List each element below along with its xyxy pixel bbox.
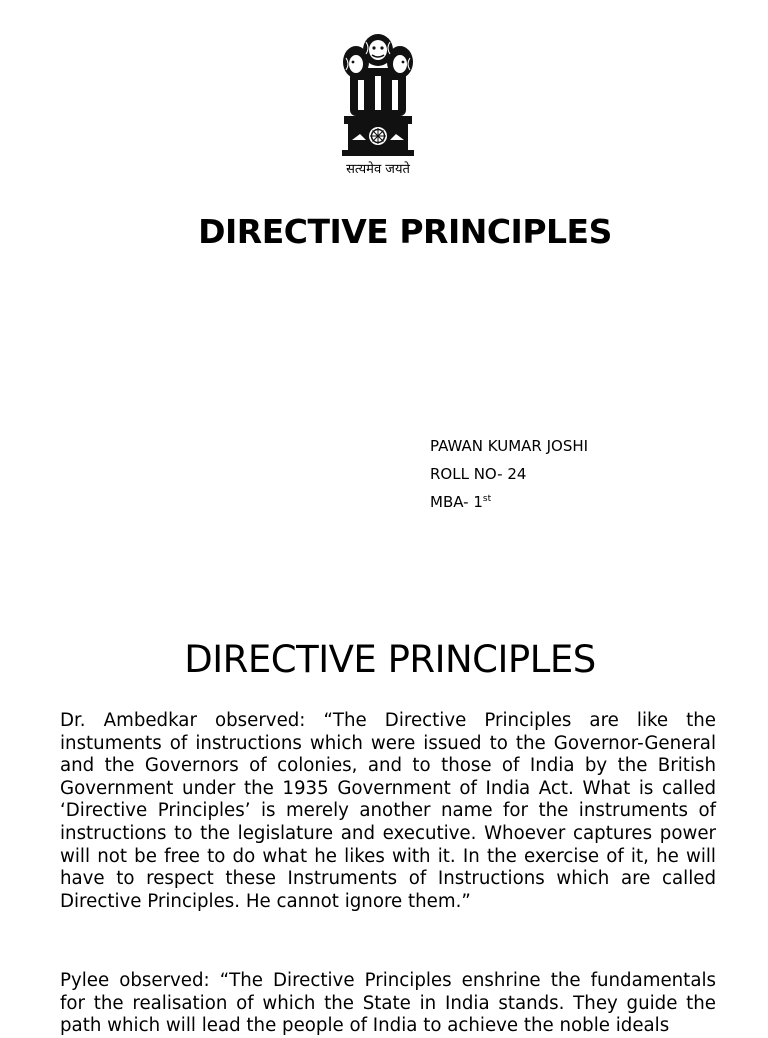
emblem-motto: सत्यमेव जयते bbox=[346, 162, 410, 177]
author-name: PAWAN KUMAR JOSHI bbox=[430, 437, 589, 455]
state-emblem-image bbox=[328, 28, 428, 160]
content-slide bbox=[0, 614, 768, 1037]
course bbox=[430, 488, 588, 516]
pylee-paragraph: Pylee observed: “The Directive Principles enshrine the fundamentals for the realisation of which the State in India stands. They guide the path which will lead the people of India to achieve the noble ideals bbox=[60, 970, 716, 1037]
author-info bbox=[430, 432, 588, 516]
slide-title: DIRECTIVE PRINCIPLES bbox=[198, 212, 612, 251]
roll-number: ROLL NO- 24 bbox=[430, 465, 527, 483]
ambedkar-paragraph: Dr. Ambedkar observed: “The Directive Principles are like the instuments of instructions which were issued to the Governor-General and the Governors of colonies, and to those of India by the British Government under the 1935 Government of India Act. What is called ‘Directive Principles’ is merely another name for the instruments of instructions to the legislature and executive. Whoever captures power will not be free to do what he likes with it. In the exercise of it, he will have to respect these Instruments of Instructions which are called Directive Principles. He cannot ignore them.” bbox=[60, 710, 716, 912]
course-superscript: st bbox=[482, 494, 492, 504]
course-text: MBA- 1 bbox=[430, 493, 483, 511]
content-title: DIRECTIVE PRINCIPLES bbox=[184, 638, 596, 681]
